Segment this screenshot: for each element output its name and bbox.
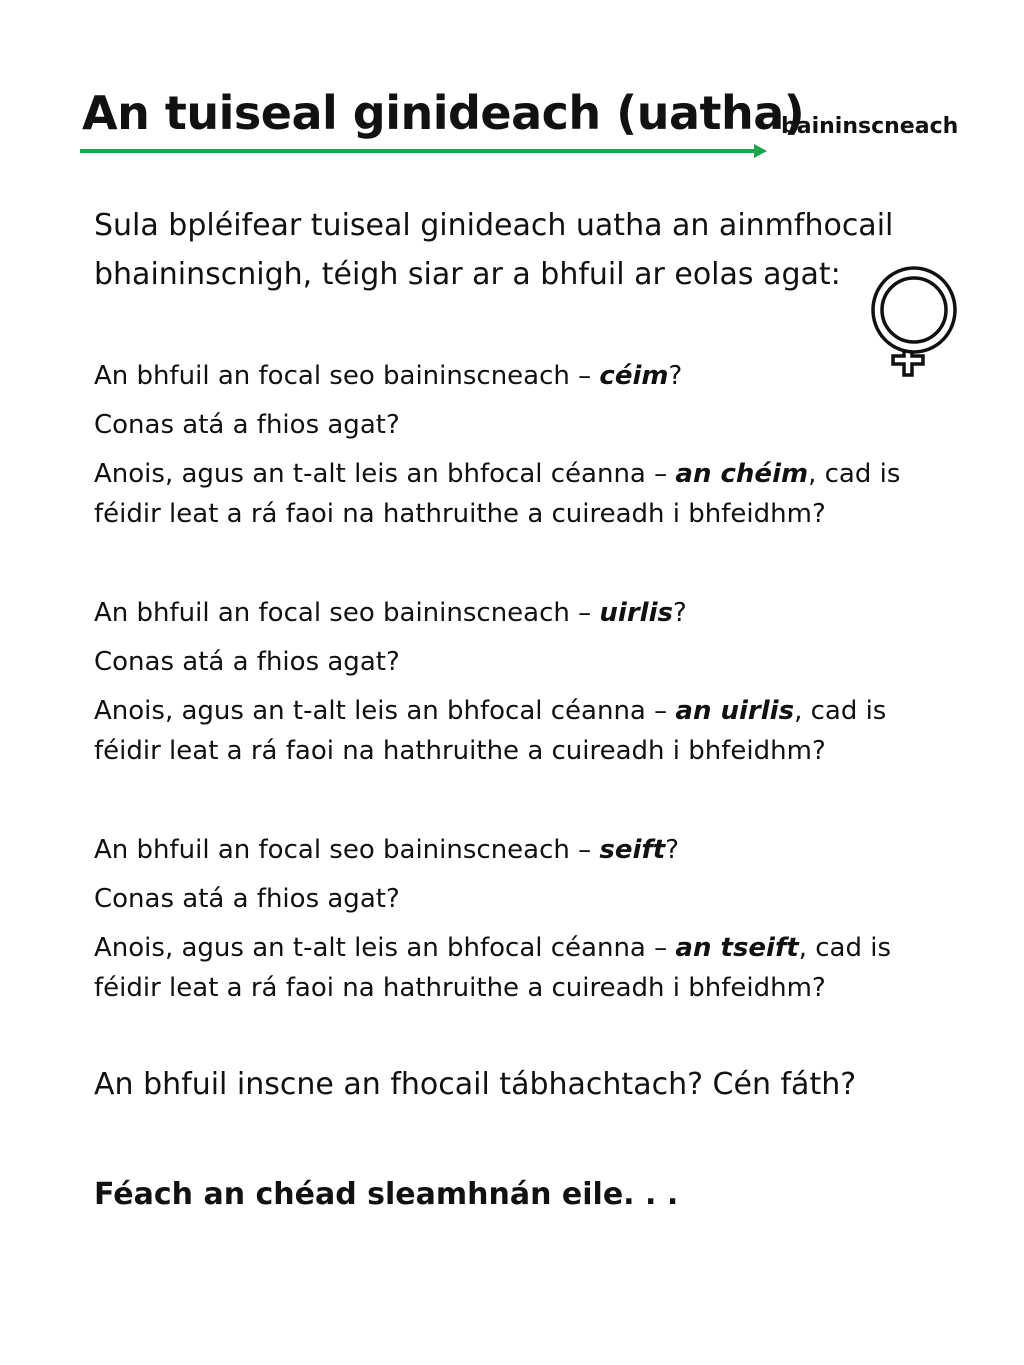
question-article-2: Anois, agus an t-alt leis an bhfocal céanna – an uirlis, cad is féidir leat a rá faoi na hathruithe a cuireadh i bhfeidhm? (94, 696, 887, 766)
question-article-3: Anois, agus an t-alt leis an bhfocal céanna – an tseift, cad is féidir leat a rá faoi na hathruithe a cuireadh i bhfeidhm? (94, 933, 891, 1003)
page-subtitle: baininscneach (781, 114, 959, 139)
example-word: uirlis (599, 598, 673, 628)
next-slide-note: Féach an chéad sleamhnán eile. . . (94, 1177, 679, 1212)
example-with-article: an uirlis (675, 696, 795, 726)
title-underline-arrow (78, 141, 768, 161)
question-how-2: Conas atá a fhios agat? (94, 647, 400, 677)
question-gender-1: An bhfuil an focal seo baininscneach – céim? (94, 361, 683, 391)
example-with-article: an chéim (675, 459, 809, 489)
question-how-3: Conas atá a fhios agat? (94, 884, 400, 914)
example-word: seift (599, 835, 666, 865)
question-gender-3: An bhfuil an focal seo baininscneach – seift? (94, 835, 679, 865)
question-how-1: Conas atá a fhios agat? (94, 410, 400, 440)
question-gender-2: An bhfuil an focal seo baininscneach – uirlis? (94, 598, 687, 628)
example-word: céim (599, 361, 669, 391)
intro-text: Sula bpléifear tuiseal ginideach uatha an ainmfhocail bhaininscnigh, téigh siar ar a bhfuil ar eolas agat: (94, 208, 894, 292)
question-article-1: Anois, agus an t-alt leis an bhfocal céanna – an chéim, cad is féidir leat a rá faoi na hathruithe a cuireadh i bhfeidhm? (94, 459, 901, 529)
summary-question: An bhfuil inscne an fhocail tábhachtach? Cén fáth? (94, 1067, 857, 1102)
example-with-article: an tseift (675, 933, 799, 963)
page-title: An tuiseal ginideach (uatha) (82, 86, 805, 140)
